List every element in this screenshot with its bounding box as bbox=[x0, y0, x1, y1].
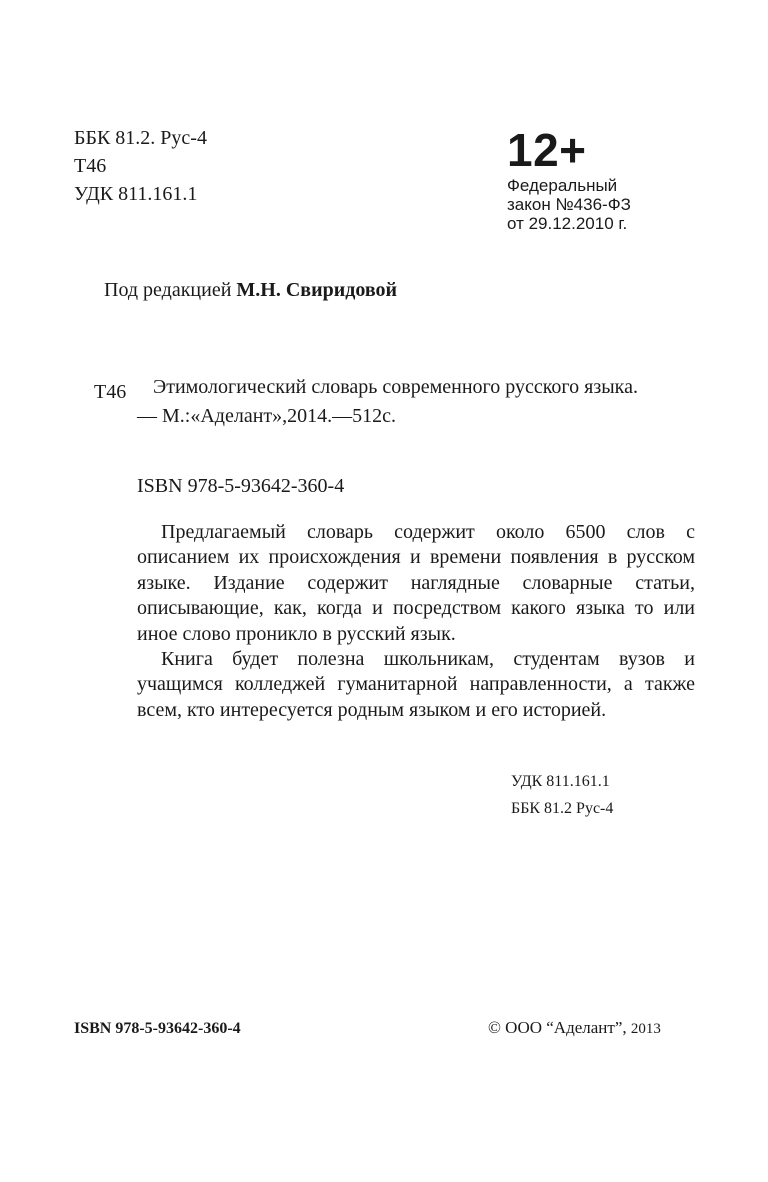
age-rating-block bbox=[507, 124, 631, 233]
age-law-line-2: закон №436-ФЗ bbox=[507, 195, 631, 214]
editor-line bbox=[104, 276, 397, 304]
annotation-paragraph-1: Предлагаемый словарь содержит около 6500 слов с описанием их происхождения и времени появления в русском языке. Издание содержит наглядные словарные статьи, описывающие, как, когда и посредством какого языка то или иное слово проникло в русский язык. bbox=[137, 521, 695, 645]
age-rating: 12+ bbox=[507, 124, 587, 176]
author-sign: Т46 bbox=[74, 155, 107, 177]
footer-copyright bbox=[488, 1016, 661, 1041]
editor-name: М.Н. Свиридовой bbox=[236, 279, 398, 301]
udk-code: УДК 811.161.1 bbox=[74, 183, 198, 205]
biblio-author-sign: Т46 bbox=[94, 381, 127, 403]
bibliographic-description bbox=[137, 373, 697, 431]
copyright-year: 2013 bbox=[630, 1021, 661, 1037]
footer-isbn: ISBN 978-5-93642-360-4 bbox=[74, 1020, 241, 1037]
classification-block bbox=[74, 124, 207, 208]
age-rating-law bbox=[507, 176, 631, 233]
small-udk-code: УДК 811.161.1 bbox=[511, 773, 610, 790]
age-law-line-1: Федеральный bbox=[507, 176, 618, 195]
small-bbk-code: ББК 81.2 Рус-4 bbox=[511, 800, 614, 817]
isbn-line: ISBN 978-5-93642-360-4 bbox=[137, 475, 345, 497]
biblio-imprint: — М.:«Аделант»,2014.—512с. bbox=[137, 405, 397, 427]
copyright-holder: © ООО “Аделант”, bbox=[488, 1018, 627, 1037]
annotation-paragraph-2: Книга будет полезна школьникам, студентам вузов и учащимся колледжей гуманитарной направленности, а также всем, кто интересуется родным языком и его историей. bbox=[137, 648, 695, 721]
small-classification-block bbox=[511, 768, 613, 822]
biblio-title: Этимологический словарь современного русского языка. bbox=[153, 376, 638, 398]
editor-prefix: Под редакцией bbox=[104, 279, 232, 301]
bbk-code: ББК 81.2. Рус-4 bbox=[74, 127, 207, 149]
age-law-line-3: от 29.12.2010 г. bbox=[507, 214, 628, 233]
annotation bbox=[137, 520, 695, 723]
